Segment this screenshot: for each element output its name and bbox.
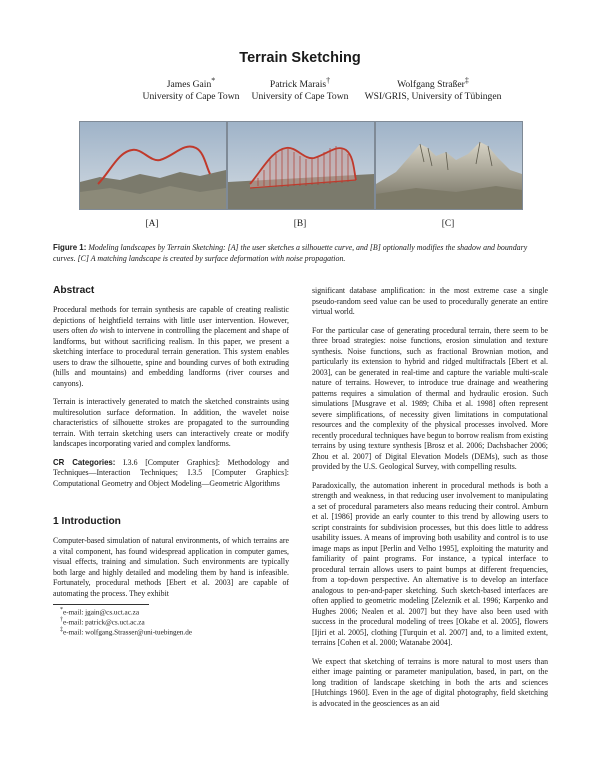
figure-label-c: [C] [441, 219, 455, 229]
footnote-text: e-mail: patrick@cs.uct.ac.za [63, 618, 145, 627]
right-column [312, 286, 548, 717]
footnote-rule [53, 604, 149, 605]
author-mark: † [326, 76, 331, 85]
caption-text: Modeling landscapes by Terrain Sketching: [A] the user sketches a silhouette curve, and [B] optionally modifies the shadow and boundary curves. [C] A matching landscape is created by surface deformation with noise propagation. [53, 243, 528, 263]
paper-title: Terrain Sketching [239, 50, 361, 66]
author-3 [338, 75, 528, 103]
footnote-mark: * [60, 607, 63, 613]
figure-caption [53, 243, 549, 264]
author-name: Patrick Marais [269, 79, 327, 91]
figure-label-a: [A] [145, 219, 159, 229]
author-affiliation: University of Cape Town [251, 91, 349, 103]
figure-panel-c [375, 121, 523, 210]
author-affiliation: WSI/GRIS, University of Tübingen [364, 91, 502, 103]
author-name: Wolfgang Straßer [397, 79, 465, 91]
intro-paragraph-1: Computer-based simulation of natural environments, of which terrains are a vital component, has found widespread application in computer games, visual effects, training and simulation. Such environments are typically both large and highly detailed and modeling them by hand is infeasible. Fortunately, procedural methods [Ebert et al. 2003] are capable of automating the process. They exhibit [53, 536, 289, 598]
author-mark: ‡ [464, 76, 469, 85]
cr-categories [53, 458, 289, 490]
footnote-text: e-mail: wolfgang.Strasser@uni-tuebingen.de [63, 628, 192, 637]
author-affiliation: University of Cape Town [142, 91, 240, 103]
caption-label: Figure 1: [53, 243, 87, 252]
footnote-3 [60, 626, 192, 637]
footnote-text: e-mail: jgain@cs.uct.ac.za [63, 608, 140, 617]
abstract-paragraph-1 [53, 305, 289, 389]
author-mark: * [211, 76, 216, 85]
author-name: James Gain [166, 79, 212, 91]
abstract-paragraph-2: Terrain is interactively generated to match the sketched constraints using multiresolution surface deformation. In addition, the wavelet noise characteristics of silhouette strokes are propagated to the surrounding terrain. With terrain sketching users can interactively create or modify landscapes incorporating varied and complex landforms. [53, 397, 289, 448]
abstract-heading: Abstract [53, 285, 95, 296]
introduction-left [53, 536, 289, 607]
abstract-text: wish to intervene in controlling the placement and shape of landforms, but without sacrificing realism. In this paper, we present a sketching interface to procedural terrain generation. This system enables users to draw the silhouette, spine and bounding curves of both extruding (hills and mountains) and embedding landforms (river courses and canyons). [53, 326, 289, 388]
figure-panel-b [227, 121, 375, 210]
intro-paragraph-3: Paradoxically, the automation inherent in procedural methods is both a strength and weakness, in that reducing user involvement to manipulating a set of procedural parameters also means reducing their control. Amburn et al. [1986] provide an early counter to this trend by allowing users to script constraints for subdivision processes, but this does little to address usability issues. A means of improving both usability and control is to use image maps as input [Perlin and Velho 1995], exploiting the maturity and familiarity of paint programs. For instance, a typical interface to procedural terrain allows users to paint bumps at different frequencies, from a top-down perspective. An alternative is to develop an interface analogous to pen-and-paper sketching. Such sketch-based interfaces are often applied to geometric modeling [Zeleznik et al. 1996; Karpenko and Hughes 2006; Nealen et al. 2007] but they have also been used with success in the procedural modeling of trees [Okabe et al. 2005], flowers [Ijiri et al. 2005], clothing [Turquin et al. 2007] and, to a limited extent, terrains [Cohen et al. 2000; Watanabe 2004]. [312, 480, 548, 647]
abstract-emphasis: do [89, 326, 98, 335]
intro-paragraph-continued: significant database amplification: in the most extreme case a single pseudo-random seed value can be used to procedurally generate an entire virtual world. [312, 286, 548, 316]
intro-paragraph-2: For the particular case of generating procedural terrain, there seem to be three broad strategies: noise functions, erosion simulation and texture synthesis. Noise functions, such as fractional Brownian motion, and particularly its extension to hybrid and ridged multifractals [Ebert et al. 2003], can be generated in real-time and capture the variable multi-scale nature of terrains. However, to introduce true drainage and weathering patterns requires a simulation of thermal and hydraulic erosion. Such simulations [Musgrave et al. 1989; Chiba et al. 1998] often represent severe simplifications, of necessity given limitations in computational resources and the complexity of the physical processes involved. More recently procedural techniques have begun to borrow realism from existing terrains by using texture synthesis [Brosz et al. 2006; Dachsbacher 2006; Zhou et al. 2007] of Digital Elevation Models (DEMs), such as those provided by the U.S. Geological Survey, with compelling results. [312, 325, 548, 471]
introduction-heading: 1 Introduction [53, 516, 121, 527]
footnote-mark: † [60, 617, 63, 623]
footnote-mark: ‡ [60, 627, 63, 633]
cr-text: I.3.6 [Computer Graphics]: Methodology and Techniques—Interaction Techniques; I.3.5 [Computer Graphics]: Computational Geometry and Object Modeling—Geometric Algorithms [53, 457, 289, 488]
cr-label: CR Categories: [53, 457, 116, 467]
abstract-text: Procedural methods for terrain synthesis are capable of creating realistic depictions of heightfield terrains with little user intervention. However, users often [53, 305, 289, 335]
figure-panel-a [79, 121, 227, 210]
intro-paragraph-4: We expect that sketching of terrains is more natural to most users than either image painting or parameter manipulation, based, in part, on the long tradition of landscape sketching in both the arts and sciences [Hutchings 1960]. Even in the age of digital photography, field sketching is advocated in the geosciences as an aid [312, 656, 548, 708]
left-column [53, 305, 289, 497]
figure-label-b: [B] [293, 219, 307, 229]
